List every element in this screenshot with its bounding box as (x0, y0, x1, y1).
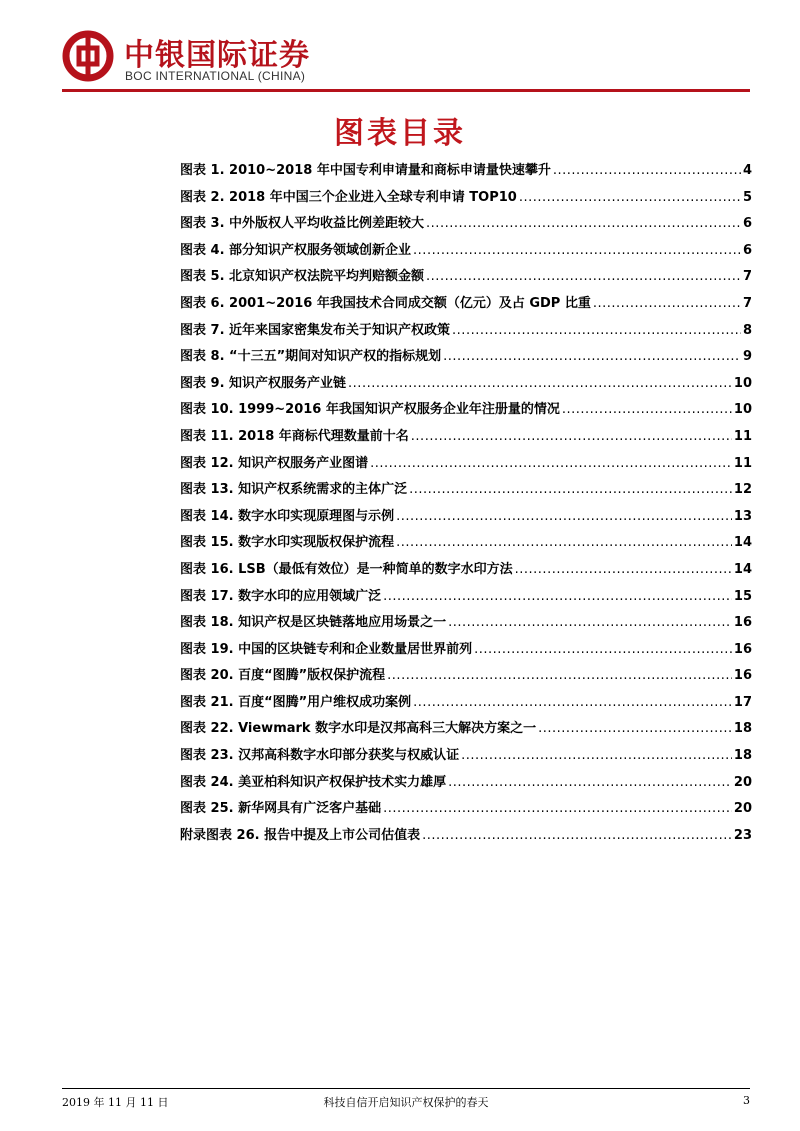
toc-entry-leader (409, 482, 732, 497)
toc-entry-leader (396, 509, 732, 524)
toc-entry[interactable] (180, 319, 752, 346)
toc-entry-leader (443, 349, 741, 364)
toc-entry[interactable] (180, 425, 752, 452)
toc-entry-page: 20 (733, 774, 752, 790)
toc-entry-leader (422, 828, 732, 843)
toc-entry[interactable] (180, 478, 752, 505)
company-name-en: BOC INTERNATIONAL (CHINA) (125, 69, 306, 83)
toc-entry-leader (348, 376, 732, 391)
toc-entry-page: 10 (733, 402, 752, 418)
toc-entry-leader (452, 323, 741, 338)
toc-entry-page: 13 (733, 508, 752, 524)
toc-entry[interactable] (180, 159, 752, 186)
footer-report-title: 科技自信开启知识产权保护的春天 (323, 1096, 489, 1109)
toc-entry[interactable] (180, 691, 752, 718)
toc-entry-label: 图表 14. 数字水印实现原理图与示例 (180, 508, 395, 524)
toc-entry-page: 6 (742, 216, 752, 232)
toc-entry[interactable] (180, 558, 752, 585)
boc-logo-icon (62, 30, 114, 82)
toc-entry-leader (553, 163, 741, 178)
toc-entry-leader (593, 296, 741, 311)
toc-entry-leader (383, 801, 732, 816)
toc-entry-page: 20 (733, 801, 752, 817)
toc-entry-page: 4 (742, 163, 752, 178)
toc-entry-page: 16 (733, 641, 752, 657)
toc-entry-label: 图表 8. “十三五”期间对知识产权的指标规划 (180, 349, 442, 365)
toc-entry[interactable] (180, 824, 752, 851)
toc-entry-label: 图表 15. 数字水印实现版权保护流程 (180, 535, 395, 551)
toc-entry-page: 5 (742, 189, 752, 205)
toc-entry[interactable] (180, 638, 752, 665)
footer-divider (62, 1088, 750, 1089)
toc-entry-leader (396, 535, 732, 550)
toc-entry-leader (448, 775, 732, 790)
toc-entry-label: 图表 7. 近年来国家密集发布关于知识产权政策 (180, 322, 451, 338)
toc-entry-label: 图表 6. 2001~2016 年我国技术合同成交额（亿元）及占 GDP 比重 (180, 295, 591, 311)
toc-entry-label: 图表 18. 知识产权是区块链落地应用场景之一 (180, 615, 447, 631)
toc-entry-label: 图表 10. 1999~2016 年我国知识产权服务企业年注册量的情况 (180, 402, 560, 418)
toc-entry[interactable] (180, 372, 752, 399)
toc-entry[interactable] (180, 531, 752, 558)
toc-entry-leader (411, 429, 732, 444)
toc-entry-page: 7 (742, 269, 752, 285)
toc-entry-page: 18 (733, 748, 752, 764)
toc-entry-page: 14 (733, 535, 752, 551)
toc-entry-label: 图表 23. 汉邦高科数字水印部分获奖与权威认证 (180, 748, 460, 764)
toc-entry-label: 图表 22. Viewmark 数字水印是汉邦高科三大解决方案之一 (180, 721, 537, 737)
toc-entry-page: 11 (733, 455, 752, 471)
toc-entry-leader (426, 269, 741, 284)
header-divider (62, 89, 750, 92)
toc-entry-page: 8 (742, 322, 752, 338)
page-header (62, 28, 752, 88)
toc-entry-label: 图表 16. LSB（最低有效位）是一种简单的数字水印方法 (180, 561, 513, 577)
toc-entry-page: 9 (742, 349, 752, 365)
toc-entry-leader (413, 243, 741, 258)
toc-entry-leader (519, 190, 741, 205)
toc-entry[interactable] (180, 292, 752, 319)
toc-entry-leader (413, 695, 732, 710)
toc-entry[interactable] (180, 797, 752, 824)
toc-entry-page: 6 (742, 242, 752, 258)
toc-entry[interactable] (180, 505, 752, 532)
toc-entry-page: 16 (733, 615, 752, 631)
toc-entry[interactable] (180, 717, 752, 744)
toc-entry-label: 图表 9. 知识产权服务产业链 (180, 375, 347, 391)
page-footer (62, 1094, 750, 1112)
toc-entry[interactable] (180, 744, 752, 771)
toc-entry-label: 图表 19. 中国的区块链专利和企业数量居世界前列 (180, 641, 473, 657)
toc-entry[interactable] (180, 212, 752, 239)
toc-entry-label: 图表 13. 知识产权系统需求的主体广泛 (180, 482, 408, 498)
toc-title: 图表目录 (334, 116, 466, 151)
toc-entry-page: 10 (733, 375, 752, 391)
toc-entry-label: 图表 17. 数字水印的应用领域广泛 (180, 588, 382, 604)
toc-entry-leader (426, 216, 741, 231)
toc-entry-page: 23 (733, 827, 752, 843)
toc-entry-label: 图表 2. 2018 年中国三个企业进入全球专利申请 TOP10 (180, 189, 517, 205)
toc-entry-label: 图表 4. 部分知识产权服务领域创新企业 (180, 242, 412, 258)
toc-entry[interactable] (180, 398, 752, 425)
toc-entry[interactable] (180, 186, 752, 213)
toc-entry-leader (370, 456, 732, 471)
toc-entry-page: 12 (733, 482, 752, 498)
toc-list (180, 159, 752, 850)
toc-entry-leader (538, 721, 732, 736)
toc-entry[interactable] (180, 611, 752, 638)
toc-entry-label: 附录图表 26. 报告中提及上市公司估值表 (180, 827, 421, 843)
toc-entry-leader (461, 748, 732, 763)
toc-entry-leader (474, 642, 732, 657)
toc-entry-page: 11 (733, 428, 752, 444)
toc-entry[interactable] (180, 239, 752, 266)
toc-entry-leader (562, 402, 732, 417)
toc-entry-label: 图表 25. 新华网具有广泛客户基础 (180, 801, 382, 817)
toc-entry-label: 图表 5. 北京知识产权法院平均判赔额金额 (180, 269, 425, 285)
footer-page-number: 3 (743, 1094, 750, 1107)
toc-entry-page: 15 (733, 588, 752, 604)
toc-entry-label: 图表 24. 美亚柏科知识产权保护技术实力雄厚 (180, 774, 447, 790)
toc-entry-label: 图表 11. 2018 年商标代理数量前十名 (180, 428, 409, 444)
toc-entry-leader (448, 615, 732, 630)
toc-entry[interactable] (180, 771, 752, 798)
toc-entry-page: 14 (733, 561, 752, 577)
toc-entry-page: 18 (733, 721, 752, 737)
toc-entry[interactable] (180, 452, 752, 479)
toc-entry[interactable] (180, 265, 752, 292)
toc-entry-label: 图表 1. 2010~2018 年中国专利申请量和商标申请量快速攀升 (180, 163, 551, 178)
toc-entry[interactable] (180, 664, 752, 691)
toc-entry-page: 17 (733, 694, 752, 710)
toc-entry-leader (387, 668, 732, 683)
toc-entry[interactable] (180, 585, 752, 612)
toc-entry-label: 图表 20. 百度“图腾”版权保护流程 (180, 668, 386, 684)
footer-date: 2019 年 11 月 11 日 (62, 1096, 169, 1109)
toc-entry-leader (383, 589, 732, 604)
toc-entry-label: 图表 3. 中外版权人平均收益比例差距较大 (180, 216, 425, 232)
company-name-cn: 中银国际证券 (124, 38, 310, 73)
toc-entry-label: 图表 12. 知识产权服务产业图谱 (180, 455, 369, 471)
toc-entry-page: 16 (733, 668, 752, 684)
toc-entry-label: 图表 21. 百度“图腾”用户维权成功案例 (180, 694, 412, 710)
toc-entry[interactable] (180, 345, 752, 372)
toc-entry-leader (515, 562, 732, 577)
toc-entry-page: 7 (742, 295, 752, 311)
